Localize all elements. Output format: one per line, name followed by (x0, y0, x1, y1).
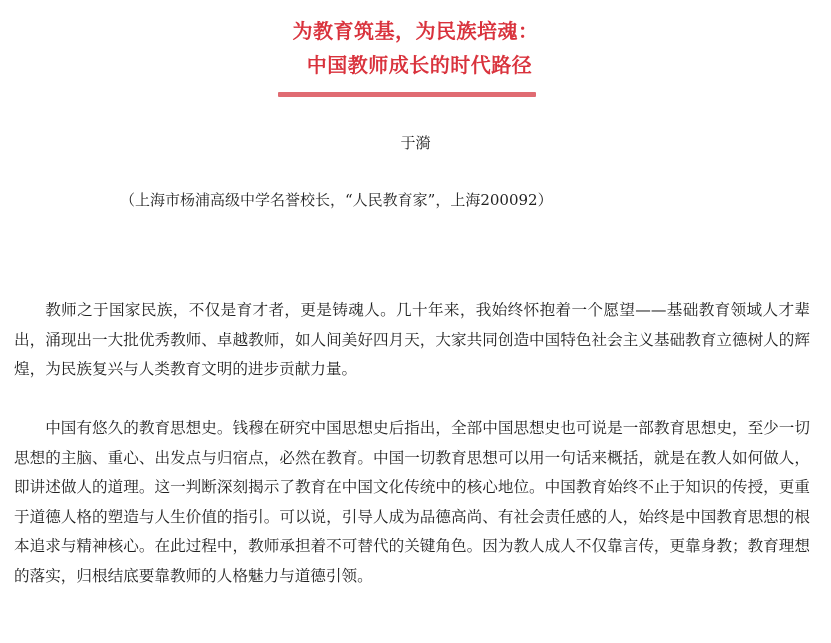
author-name: 于漪 (400, 134, 431, 152)
author-affiliation: （上海市杨浦高级中学名誉校长，“人民教育家”，上海200092） (120, 191, 553, 209)
title-underline-divider (278, 92, 536, 97)
title-line-1: 为教育筑基，为民族培魂： (292, 19, 539, 43)
paragraph-1: 教师之于国家民族，不仅是育才者，更是铸魂人。几十年来，我始终怀抱着一个愿望——基础教育领域人才辈出，涌现出一大批优秀教师、卓越教师，如人间美好四月天，大家共同创造中国特色社会主义基础教育立德树人的辉煌，为民族复兴与人类教育文明的进步贡献力量。 (14, 301, 810, 378)
title-line-2: 中国教师成长的时代路径 (306, 53, 533, 77)
paragraph-2: 中国有悠久的教育思想史。钱穆在研究中国思想史后指出，全部中国思想史也可说是一部教育思想史，至少一切思想的主脑、重心、出发点与归宿点，必然在教育。中国一切教育思想可以用一句话来概括，就是在教人如何做人，即讲述做人的道理。这一判断深刻揭示了教育在中国文化传统中的核心地位。中国教育始终不止于知识的传授，更重于道德人格的塑造与人生价值的指引。可以说，引导人成为品德高尚、有社会责任感的人，始终是中国教育思想的根本追求与精神核心。在此过程中，教师承担着不可替代的关键角色。因为教人成人不仅靠言传，更靠身教；教育理想的落实，归根结底要靠教师的人格魅力与道德引领。 (14, 419, 810, 585)
article-title (0, 14, 831, 82)
